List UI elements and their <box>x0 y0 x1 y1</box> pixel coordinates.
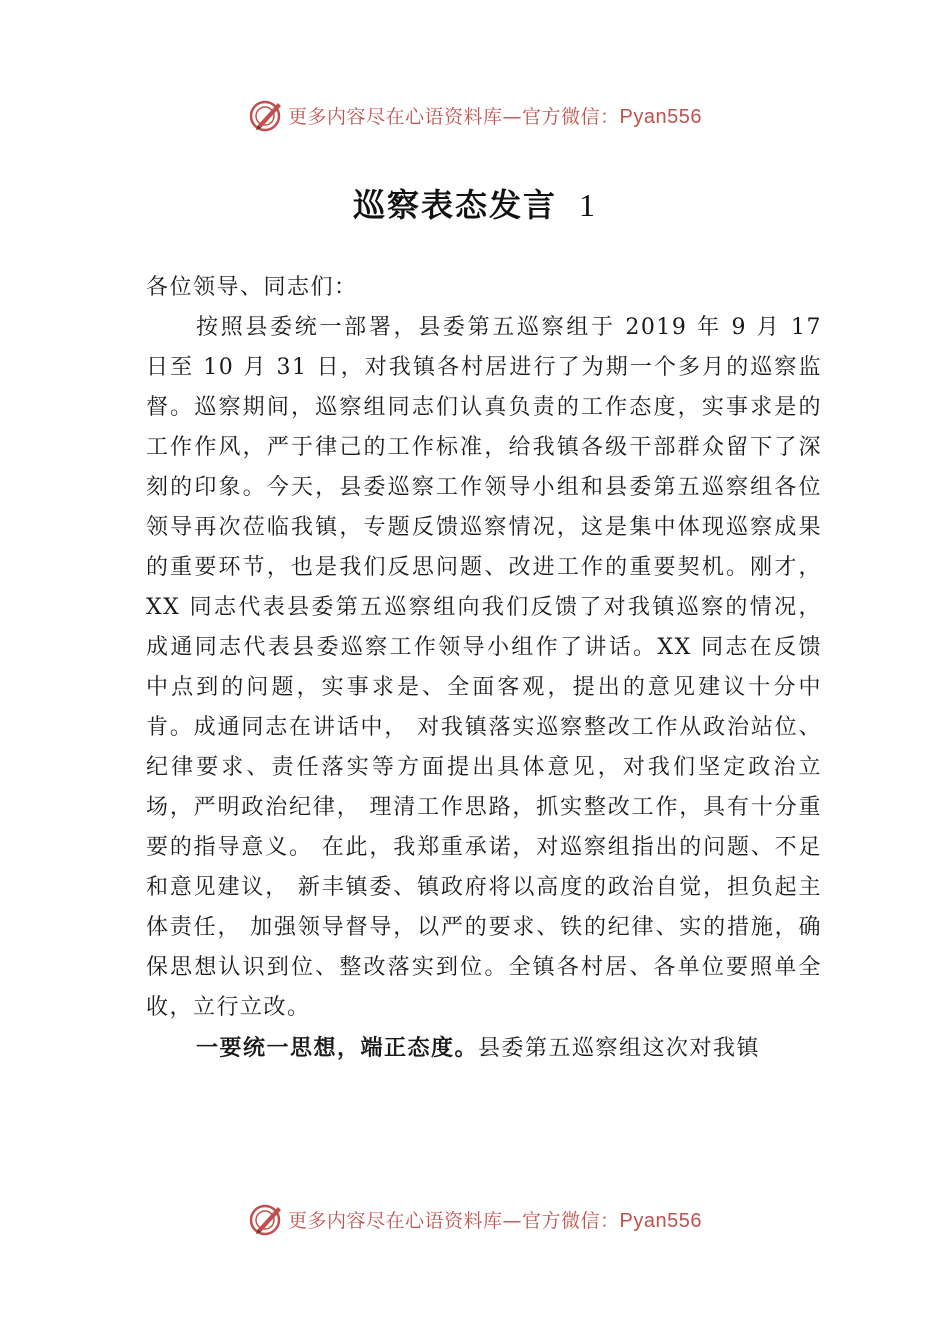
banner-text <box>288 102 702 129</box>
pen-logo-icon <box>248 97 284 133</box>
greeting: 各位领导、同志们： <box>146 275 358 300</box>
document-body <box>146 268 822 1069</box>
banner-wechat-id: Pyan556 <box>619 1209 702 1232</box>
pen-logo-icon <box>248 1201 284 1237</box>
paragraph-text: 县委第五巡察组这次对我镇 <box>478 1036 761 1061</box>
paragraph <box>146 1028 822 1069</box>
paragraph-heading: 一要统一思想，端正态度。 <box>196 1035 479 1061</box>
banner-label: 更多内容尽在心语资料库—官方微信： <box>288 105 620 128</box>
banner-text <box>288 1206 702 1233</box>
paragraph: 按照县委统一部署，县委第五巡察组于 2019 年 9 月 17 日至 10 月 31 日，对我镇各村居进行了为期一个多月的巡察监督。巡察期间，巡察组同志们认真负责的工作态度，实事求是的工作作风，严于律己的工作标准，给我镇各级干部群众留下了深刻的印象。今天，县委巡察工作领导小组和县委第五巡察组各位领导再次莅临我镇，专题反馈巡察情况，这是集中体现巡察成果的重要环节，也是我们反思问题、改进工作的重要契机。刚才，XX 同志代表县委第五巡察组向我们反馈了对我镇巡察的情况，成通同志代表县委巡察工作领导小组作了讲话。XX 同志在反馈中点到的问题，实事求是、全面客观，提出的意见建议十分中肯。成通同志在讲话中， 对我镇落实巡察整改工作从政治站位、纪律要求、责任落实等方面提出具体意见，对我们坚定政治立场，严明政治纪律， 理清工作思路，抓实整改工作，具有十分重要的指导意义。 在此，我郑重承诺，对巡察组指出的问题、不足和意见建议， 新丰镇委、镇政府将以高度的政治自觉，担负起主体责任， 加强领导督导，以严的要求、铁的纪律、实的措施，确保思想认识到位、整改落实到位。全镇各村居、各单位要照单全收，立行立改。 <box>146 315 822 1020</box>
banner-label: 更多内容尽在心语资料库—官方微信： <box>288 1209 620 1232</box>
title-number: 1 <box>579 187 597 223</box>
document-title <box>0 180 950 226</box>
title-text: 巡察表态发言 <box>352 186 557 224</box>
footer-banner <box>0 1199 950 1239</box>
banner-wechat-id: Pyan556 <box>619 105 702 128</box>
header-banner <box>0 95 950 135</box>
